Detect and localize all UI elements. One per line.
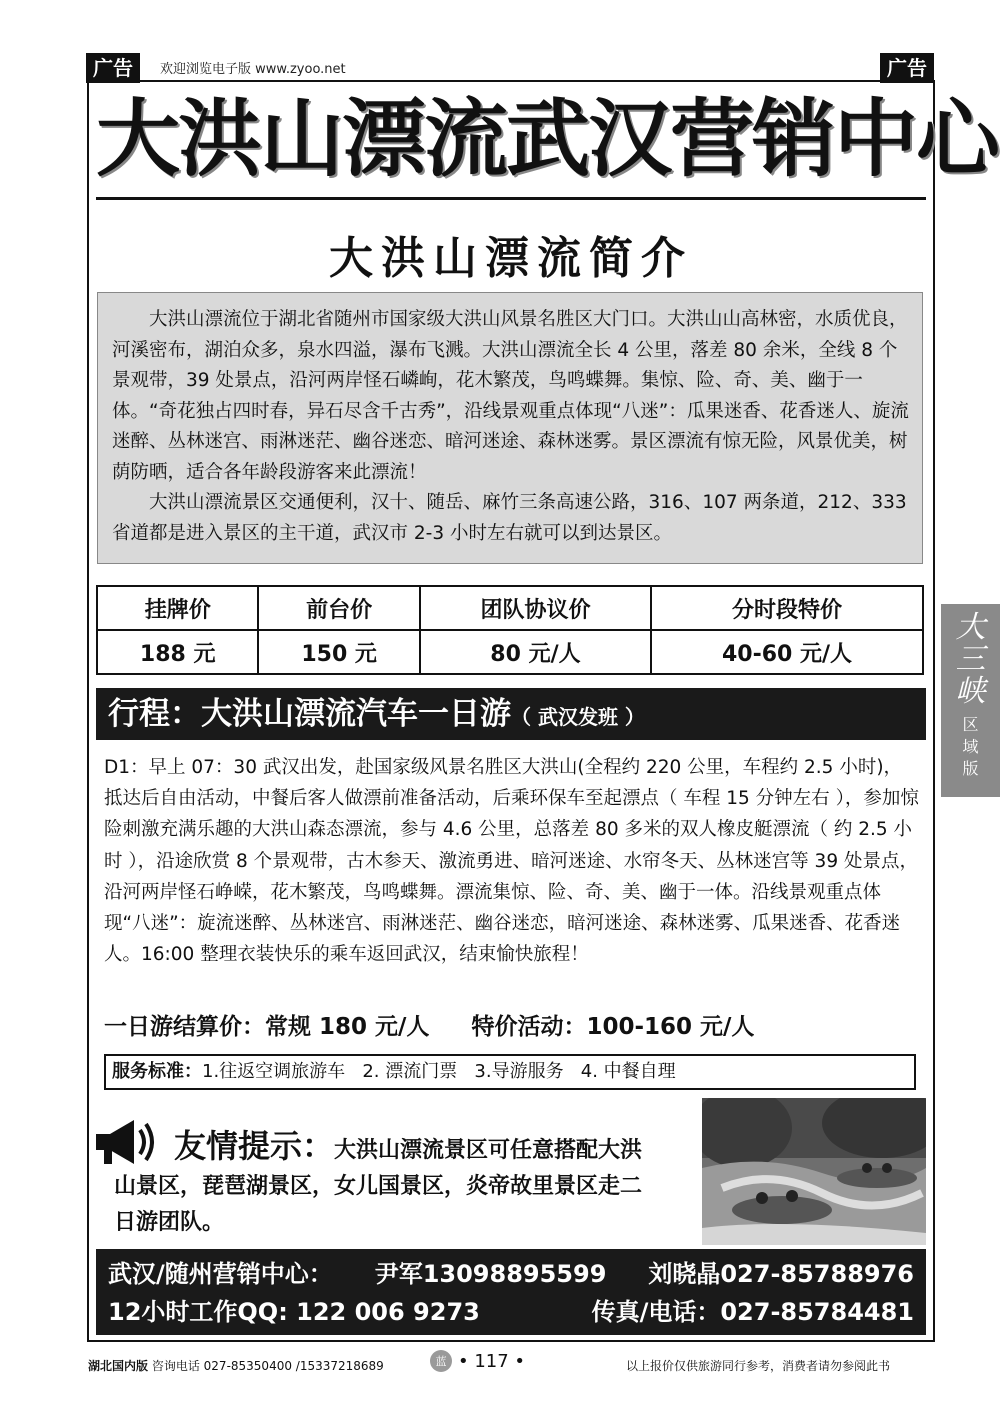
ad-label-right: 广告 [880,53,934,83]
contact-person-2: 刘晓晶027-85788976 [648,1260,914,1288]
footer-left [88,1357,384,1374]
section-title: 大洪山漂流简介 [329,233,693,284]
side-tab-subtitle: 区 域 版 [962,715,979,778]
itinerary-title-bar [96,688,926,740]
price-value: 188 元 [97,630,258,674]
footer-edition: 湖北国内版 [88,1359,149,1373]
price-value: 80 元/人 [420,630,651,674]
contact-fax: 传真/电话：027-85784481 [591,1298,914,1326]
price-value: 40-60 元/人 [651,630,923,674]
intro-paragraph-1: 大洪山漂流位于湖北省随州市国家级大洪山风景名胜区大门口。大洪山山高林密，水质优良，河溪密布，湖泊众多，泉水四溢，瀑布飞溅。大洪山漂流全长 4 公里，落差 80 余米，全线 8 个景观带，39 处景点，沿河两岸怪石嶙峋，花木繁茂，鸟鸣蝶舞。集惊、险、奇、美、幽于一体。“奇花独占四时春，异石尽含千古秀”，沿线景观重点体现“八迷”：瓜果迷香、花香迷人、旋流迷醉、丛林迷宫、雨淋迷茫、幽谷迷恋、暗河迷途、森林迷雾。景区漂流有惊无险，风景优美，树荫防晒，适合各年龄段游客来此漂流！ [112,309,909,483]
price-value: 150 元 [258,630,419,674]
footer-phone: 咨询电话 027-85350400 /15337218689 [151,1359,384,1373]
settle-price: 一日游结算价：常规 180 元/人 [104,1014,430,1040]
contact-bar [96,1249,926,1335]
itinerary-title: 行程：大洪山漂流汽车一日游 [108,696,511,732]
ad-label-left: 广告 [86,53,140,83]
contact-center: 武汉/随州营销中心： [108,1260,333,1288]
special-price: 特价活动：100-160 元/人 [471,1014,755,1040]
tip-label: 友情提示： [174,1127,335,1165]
tip-text: 大洪山漂流景区可任意搭配大洪山景区，琵琶湖景区，女儿国景区，炎帝故里景区走二日游团队。 [114,1138,643,1235]
rafting-photo [702,1098,926,1245]
price-table [96,585,924,675]
footer-disclaimer: 以上报价仅供旅游同行参考，消费者请勿参阅此书 [626,1359,891,1373]
service-items: 1.往返空调旅游车 2. 漂流门票 3.导游服务 4. 中餐自理 [202,1061,676,1082]
intro-panel [97,292,923,564]
page-number-text: • 117 • [458,1350,526,1372]
price-header: 挂牌价 [97,586,258,630]
main-title: 大洪山漂流武汉营销中心 [96,90,999,188]
price-header: 分时段特价 [651,586,923,630]
friendly-tip [114,1128,654,1241]
price-header-row [97,586,923,630]
intro-paragraph-2: 大洪山漂流景区交通便利，汉十、随岳、麻竹三条高速公路，316、107 两条道，212、333 省道都是进入景区的主干道，武汉市 2-3 小时左右就可以到达景区。 [112,492,907,544]
contact-qq: 12小时工作QQ: 122 006 9273 [108,1298,480,1326]
contact-row-1 [108,1255,914,1293]
title-rule [96,197,926,200]
page-number [430,1350,525,1372]
price-header: 团队协议价 [420,586,651,630]
region-side-tab [941,604,1000,797]
service-label: 服务标准： [112,1061,202,1082]
price-value-row [97,630,923,674]
side-tab-title: 大 三 峡 [955,610,986,709]
contact-row-2 [108,1293,914,1331]
itinerary-note: （ 武汉发班 ） [511,705,645,729]
price-header: 前台价 [258,586,419,630]
settle-price-line [104,1008,920,1041]
edition-badge: 蓝 [430,1350,452,1372]
site-link[interactable]: 欢迎浏览电子版 www.zyoo.net [160,62,346,77]
contact-person-1: 尹军13098895599 [374,1260,607,1288]
service-standard-box [104,1054,916,1090]
itinerary-text: D1：早上 07：30 武汉出发，赴国家级风景名胜区大洪山(全程约 220 公里，车程约 2.5 小时)，抵达后自由活动，中餐后客人做漂前准备活动，后乘环保车至起漂点（ 车程 15 分钟左右 ），参加惊险刺激充满乐趣的大洪山森态漂流，参与 4.6 公里，总落差 80 多米的双人橡皮艇漂流（ 约 2.5 小时 ），沿途欣赏 8 个景观带，古木参天、激流勇进、暗河迷途、水帘冬天、丛林迷宫等 39 处景点，沿河两岸怪石峥嵘，花木繁茂，鸟鸣蝶舞。漂流集惊、险、奇、美、幽于一体。沿线景观重点体现“八迷”：旋流迷醉、丛林迷宫、雨淋迷茫、幽谷迷恋，暗河迷途、森林迷雾、瓜果迷香、花香迷人。16:00 整理衣装快乐的乘车返回武汉，结束愉快旅程！ [104,757,919,966]
